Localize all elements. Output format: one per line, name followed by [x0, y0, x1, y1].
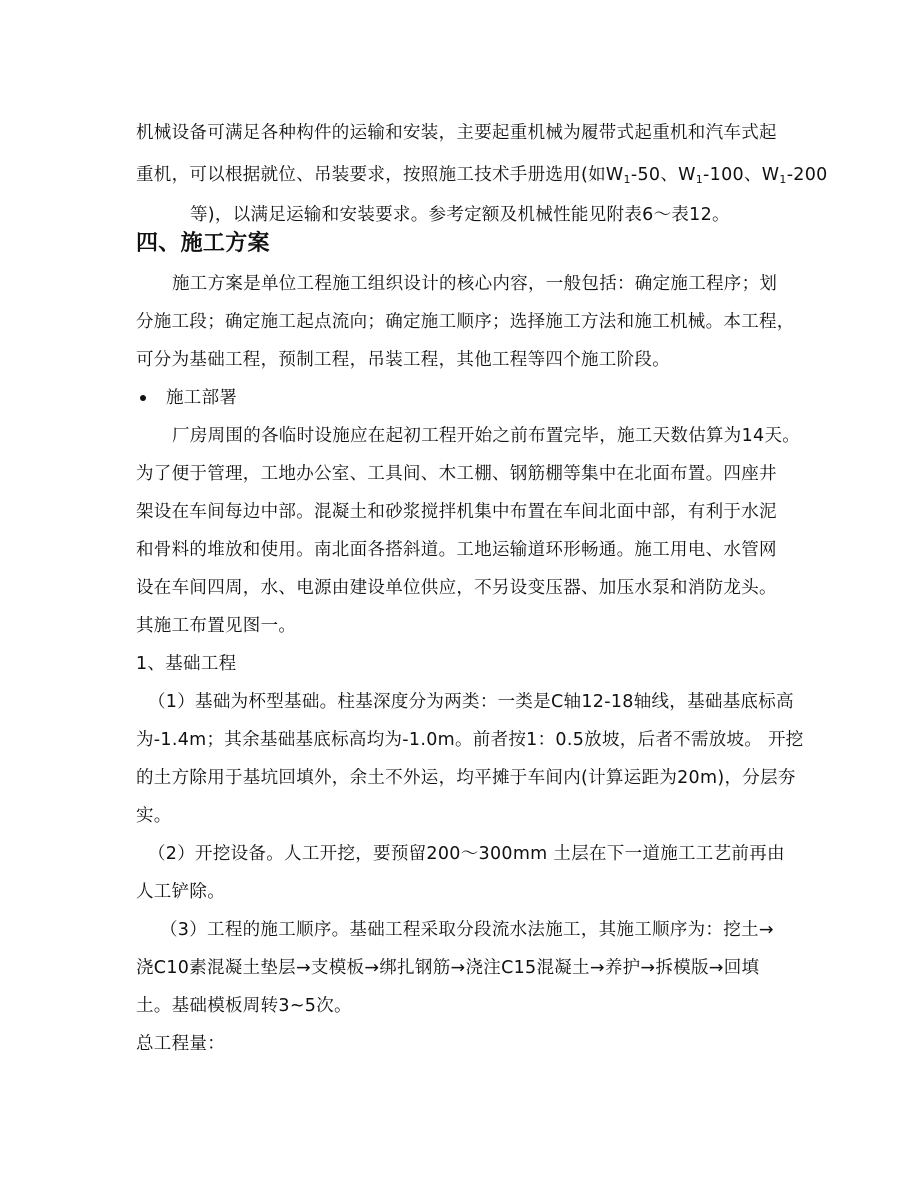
text-line: （1）基础为杯型基础。柱基深度分为两类：一类是C轴12-18轴线，基础基底标高: [148, 692, 794, 712]
text-line: 厂房周围的各临时设施应在起初工程开始之前布置完毕，施工天数估算为14天。: [172, 426, 801, 446]
bullet-item: 施工部署: [140, 386, 800, 410]
text-line: 机械设备可满足各种构件的运输和安装，主要起重机械为履带式起重机和汽车式起: [136, 123, 777, 143]
sub-title: 1、基础工程: [136, 654, 237, 674]
text-line: 重机，可以根据就位、吊装要求，按照施工技术手册选用(如$W_1-50$、$W_1-100$、$W_1-200$: [136, 165, 828, 186]
text-line: 实。: [136, 806, 172, 826]
text-line: 的土方除用于基坑回填外，余土不外运，均平摊于车间内(计算运距为20m)，分层夯: [136, 768, 796, 788]
text-line: 为了便于管理，工地办公室、工具间、木工棚、钢筋棚等集中在北面布置。四座井: [136, 464, 777, 484]
text-line: 浇C10素混凝土垫层→支模板→绑扎钢筋→浇注C15混凝土→养护→拆模版→回填: [136, 958, 760, 978]
text-line: 土。基础模板周转3~5次。: [136, 996, 352, 1016]
bullet-dot-icon: [140, 395, 146, 401]
text-line: 架设在车间每边中部。混凝土和砂浆搅拌机集中布置在车间北面中部，有利于水泥: [136, 502, 777, 522]
text-line: 分施工段；确定施工起点流向；确定施工顺序；选择施工方法和施工机械。本工程，: [136, 312, 795, 332]
text-line: 其施工布置见图一。: [136, 616, 297, 636]
text-line: 和骨料的堆放和使用。南北面各搭斜道。工地运输道环形畅通。施工用电、水管网: [136, 540, 777, 560]
text-line: 设在车间四周，水、电源由建设单位供应，不另设变压器、加压水泵和消防龙头。: [136, 578, 777, 598]
text-line: （2）开挖设备。人工开挖，要预留200～300mm 土层在下一道施工工艺前再由: [148, 844, 785, 864]
text-line: 可分为基础工程，预制工程，吊装工程，其他工程等四个施工阶段。: [136, 350, 670, 370]
text-line: 为-1.4m；其余基础基底标高均为-1.0m。前者按1：0.5放坡，后者不需放坡。 开挖: [136, 730, 804, 750]
text-line: 施工方案是单位工程施工组织设计的核心内容，一般包括：确定施工程序；划: [172, 274, 778, 294]
text-line: 人工铲除。: [136, 882, 225, 902]
section-title: 四、施工方案: [136, 231, 270, 256]
total-label: 总工程量：: [136, 1034, 225, 1054]
text-line: （3）工程的施工顺序。基础工程采取分段流水法施工，其施工顺序为：挖土→: [160, 920, 774, 940]
text-line: 等)，以满足运输和安装要求。参考定额及机械性能见附表6～表12。: [190, 205, 730, 225]
